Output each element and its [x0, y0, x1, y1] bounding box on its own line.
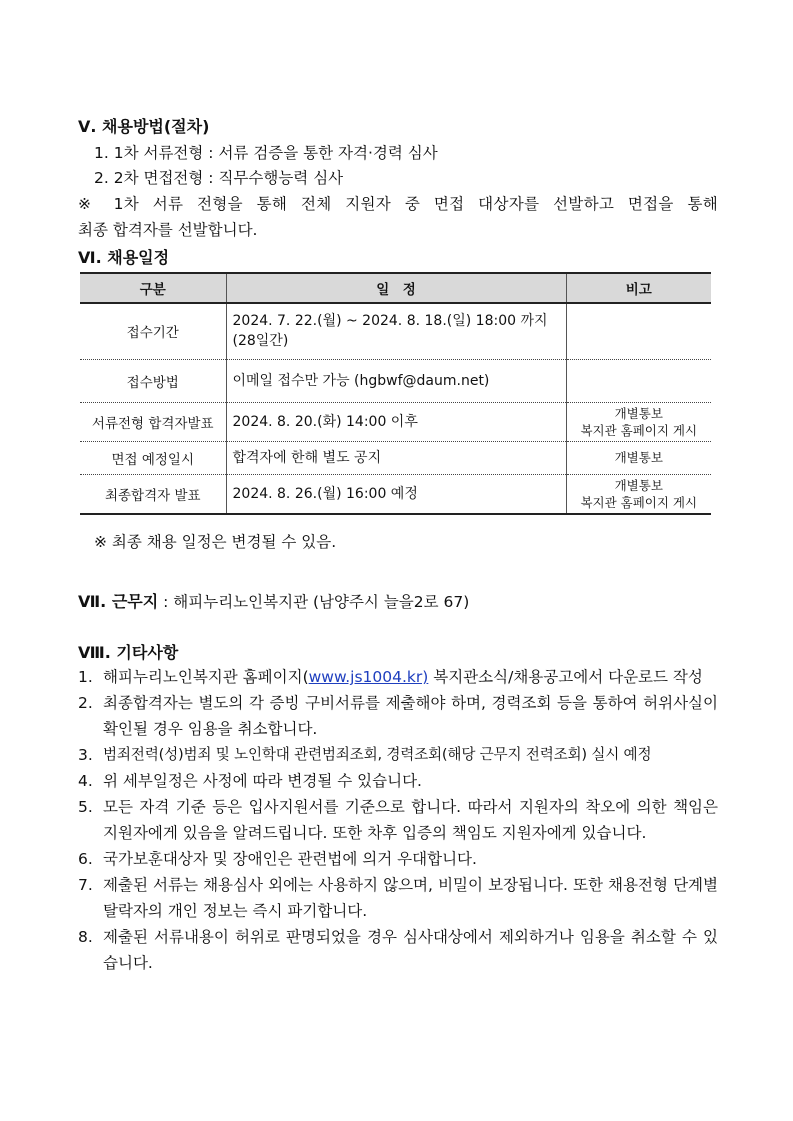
item-text: 최종합격자는 별도의 각 증빙 구비서류를 제출해야 하며, 경력조회 등을 통하여 허위사실이 확인될 경우 임용을 취소합니다.: [103, 694, 718, 738]
row-remark: [566, 359, 711, 402]
row-category: 서류전형 합격자발표: [80, 402, 226, 441]
row-category: 접수기간: [80, 303, 226, 359]
method-note-line2: 최종 합격자를 선발합니다.: [78, 221, 258, 239]
item-text: [103, 664, 718, 690]
method-note-line1: ※ 1차 서류 전형을 통해 전체 지원자 중 면접 대상자를 선발하고 면접을 통해: [78, 195, 718, 213]
item-number: 6.: [78, 850, 93, 868]
item-text: 범죄전력(성)범죄 및 노인학대 관련범죄조회, 경력조회(해당 근무지 전력조회) 실시 예정: [103, 746, 652, 763]
row-remark: [566, 474, 711, 514]
row-remark: [566, 303, 711, 359]
homepage-link[interactable]: www.js1004.kr): [308, 668, 429, 686]
table-header-row: [80, 273, 711, 303]
step-1: 1. 1차 서류전형 : 서류 검증을 통한 자격·경력 심사: [94, 144, 438, 162]
workplace-text: : 해피누리노인복지관 (남양주시 늘을2로 67): [158, 593, 470, 611]
list-item: [78, 794, 718, 846]
row-remark: [566, 402, 711, 441]
list-item: [78, 846, 718, 872]
schedule-table: [80, 272, 711, 515]
section6-title: Ⅵ. 채용일정: [78, 248, 170, 267]
item-number: 2.: [78, 694, 93, 712]
table-row: [80, 441, 711, 474]
table-row: [80, 359, 711, 402]
schedule-line: 2024. 7. 22.(월) ~ 2024. 8. 18.(일) 18:00 까지: [232, 313, 548, 330]
schedule-line-2: (28일간): [232, 333, 289, 350]
header-schedule: 일 정: [226, 273, 566, 303]
section5-title: Ⅴ. 채용방법(절차): [78, 117, 210, 136]
other-items-list: [78, 664, 718, 976]
item-text-post: 복지관소식/채용공고에서 다운로드 작성: [428, 668, 703, 686]
item-number: 7.: [78, 876, 93, 894]
item-text: 위 세부일정은 사정에 따라 변경될 수 있습니다.: [103, 772, 422, 790]
row-schedule: 2024. 8. 20.(화) 14:00 이후: [226, 402, 566, 441]
item-number: 5.: [78, 798, 93, 816]
item-text: 제출된 서류는 채용심사 외에는 사용하지 않으며, 비밀이 보장됩니다. 또한 채용전형 단계별 탈락자의 개인 정보는 즉시 파기합니다.: [103, 876, 718, 920]
remark-line: 개별통보: [614, 477, 663, 493]
list-item: [78, 768, 718, 794]
item-text: 모든 자격 기준 등은 입사지원서를 기준으로 합니다. 따라서 지원자의 착오에 의한 책임은 지원자에게 있음을 알려드립니다. 또한 차후 입증의 책임도 지원자에게 있습니다.: [103, 798, 718, 842]
item-text: 제출된 서류내용이 허위로 판명되었을 경우 심사대상에서 제외하거나 임용을 취소할 수 있습니다.: [103, 928, 718, 972]
list-item: [78, 924, 718, 976]
item-number: 8.: [78, 928, 93, 946]
list-item: [78, 742, 718, 768]
row-category: 면접 예정일시: [80, 441, 226, 474]
row-schedule: 합격자에 한해 별도 공지: [226, 441, 566, 474]
item-text: 국가보훈대상자 및 장애인은 관련법에 의거 우대합니다.: [103, 850, 477, 868]
section7-title: Ⅶ. 근무지: [78, 592, 159, 611]
table-row: [80, 474, 711, 514]
item-number: 1.: [78, 668, 93, 686]
section7-line: [78, 589, 469, 612]
item-text-pre: 해피누리노인복지관 홈페이지(: [103, 668, 309, 686]
schedule-note: ※ 최종 채용 일정은 변경될 수 있음.: [94, 533, 337, 551]
row-category: 최종합격자 발표: [80, 474, 226, 514]
list-item: [78, 690, 718, 742]
table-row: [80, 303, 711, 359]
remark-line-2: 복지관 홈페이지 게시: [580, 422, 698, 438]
header-category: 구분: [80, 273, 226, 303]
section8-title: Ⅷ. 기타사항: [78, 643, 179, 662]
list-item: [78, 664, 718, 690]
remark-line: 개별통보: [614, 405, 663, 421]
row-schedule: [226, 303, 566, 359]
item-number: 4.: [78, 772, 93, 790]
list-item: [78, 872, 718, 924]
row-schedule: 2024. 8. 26.(월) 16:00 예정: [226, 474, 566, 514]
item-number: 3.: [78, 746, 93, 764]
header-remark: 비고: [566, 273, 711, 303]
remark-line-2: 복지관 홈페이지 게시: [580, 494, 698, 510]
table-row: [80, 402, 711, 441]
row-schedule: 이메일 접수만 가능 (hgbwf@daum.net): [226, 359, 566, 402]
step-2: 2. 2차 면접전형 : 직무수행능력 심사: [94, 169, 344, 187]
row-remark: 개별통보: [566, 441, 711, 474]
row-category: 접수방법: [80, 359, 226, 402]
